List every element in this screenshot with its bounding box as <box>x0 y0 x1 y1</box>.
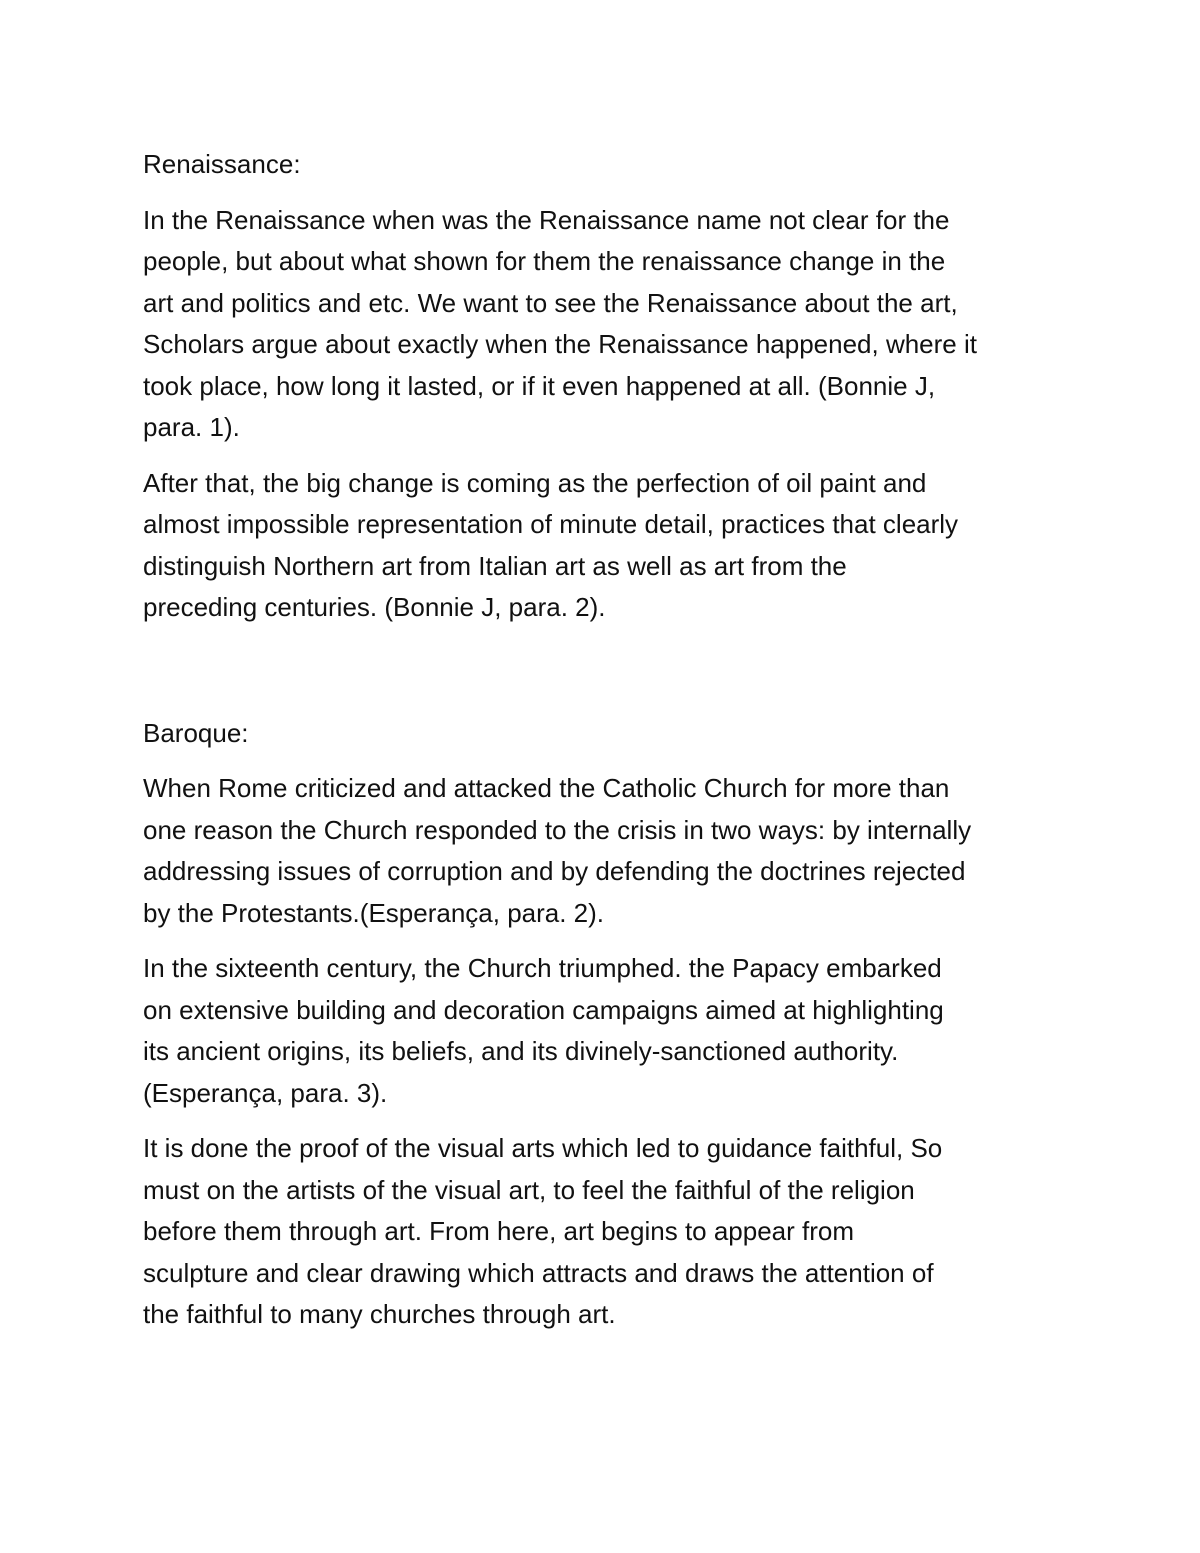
text-line: almost impossible representation of minute detail, practices that clearly <box>143 509 959 539</box>
text-line: After that, the big change is coming as the perfection of oil paint and <box>143 467 927 498</box>
paragraph <box>143 1128 1083 1336</box>
text-line: (Esperança, para. 3). <box>143 1077 388 1108</box>
paragraph <box>143 463 1083 629</box>
paragraph <box>143 948 1083 1114</box>
text-line: by the Protestants.(Esperança, para. 2). <box>143 897 605 928</box>
text-line: When Rome criticized and attacked the Catholic Church for more than <box>143 773 950 803</box>
paragraph <box>143 200 1083 449</box>
text-line: took place, how long it lasted, or if it even happened at all. (Bonnie J, <box>143 370 936 401</box>
text-line: before them through art. From here, art begins to appear from <box>143 1216 855 1246</box>
section-spacer <box>143 643 1083 713</box>
text-line: preceding centuries. (Bonnie J, para. 2). <box>143 592 606 622</box>
text-line: the faithful to many churches through art. <box>143 1299 616 1329</box>
section-heading: Renaissance: <box>143 149 301 179</box>
text-line: In the sixteenth century, the Church triumphed. the Papacy embarked <box>143 953 942 983</box>
text-line: must on the artists of the visual art, to feel the faithful of the religion <box>143 1174 915 1205</box>
section-renaissance <box>143 144 1083 629</box>
text-line: sculpture and clear drawing which attracts and draws the attention of <box>143 1257 934 1288</box>
text-line: In the Renaissance when was the Renaissance name not clear for the <box>143 204 950 235</box>
paragraph <box>143 768 1083 934</box>
text-line: one reason the Church responded to the crisis in two ways: by internally <box>143 814 972 845</box>
text-line: addressing issues of corruption and by defending the doctrines rejected <box>143 856 966 886</box>
text-line: its ancient origins, its beliefs, and its divinely-sanctioned authority. <box>143 1036 899 1066</box>
document-body <box>143 144 1083 1350</box>
text-line: art and politics and etc. We want to see the Renaissance about the art, <box>143 287 958 318</box>
section-baroque <box>143 713 1083 1336</box>
text-line: people, but about what shown for them the renaissance change in the <box>143 246 946 276</box>
text-line: para. 1). <box>143 412 240 442</box>
text-line: Scholars argue about exactly when the Renaissance happened, where it <box>143 329 977 359</box>
section-heading: Baroque: <box>143 717 249 748</box>
text-line: on extensive building and decoration campaigns aimed at highlighting <box>143 994 944 1025</box>
text-line: It is done the proof of the visual arts which led to guidance faithful, So <box>143 1133 943 1163</box>
text-line: distinguish Northern art from Italian art as well as art from the <box>143 550 847 581</box>
